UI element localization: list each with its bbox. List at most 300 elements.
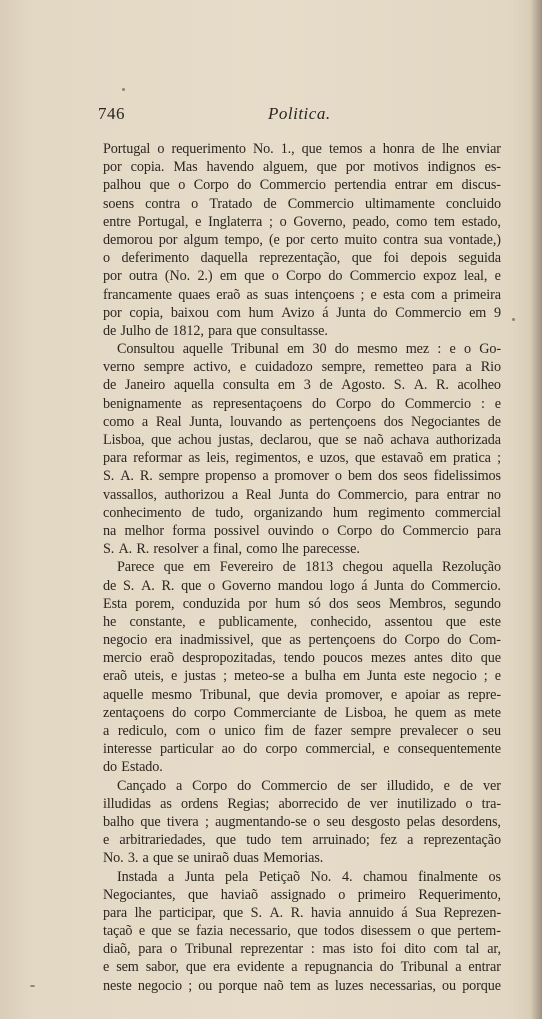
word: de [323, 704, 338, 721]
word: enviar [466, 141, 501, 157]
word: demorou [103, 231, 153, 248]
word: que [351, 250, 372, 267]
word: desgosto [351, 813, 401, 830]
paper-speck [122, 88, 125, 91]
word: arruinado; [312, 832, 370, 849]
word: o [271, 268, 279, 285]
text-line [103, 267, 501, 285]
word: que [215, 832, 236, 849]
word: ou [198, 977, 213, 994]
text-line [103, 195, 501, 213]
word: com [433, 941, 458, 958]
word: deferimento [121, 250, 189, 267]
word: parecesse. [302, 541, 360, 558]
word: justas, [218, 432, 254, 448]
word: do [380, 522, 395, 539]
word: seos [356, 595, 381, 612]
word: melhor [124, 522, 165, 539]
word: augmentando-se [215, 813, 307, 830]
word: Tribunal [184, 941, 233, 958]
word: lhe [281, 541, 299, 558]
word: uzos, [319, 450, 349, 467]
word: mesmo [357, 341, 398, 358]
word: outra [128, 268, 158, 285]
word: do [382, 632, 397, 649]
word: commercial, [305, 741, 375, 758]
word: e [494, 395, 501, 412]
word: acolheo [457, 377, 501, 394]
text-line [103, 449, 501, 467]
text-line [103, 777, 501, 795]
word: porem, [135, 595, 175, 612]
word: de [459, 777, 474, 794]
text-line [103, 977, 501, 995]
word: por [103, 159, 122, 176]
word: conduzida [182, 595, 241, 612]
word: Requerimento, [418, 886, 501, 903]
word: Commercio [259, 177, 326, 194]
word: peado, [352, 213, 390, 230]
word: uniraõ [193, 850, 229, 867]
text-line [103, 649, 501, 667]
text-line [103, 158, 501, 176]
word: e [307, 450, 314, 467]
word: as [289, 632, 301, 649]
word: pertençoens [308, 632, 376, 649]
text-line [103, 704, 501, 722]
word: soens [103, 195, 135, 212]
word: Tratado [209, 195, 253, 212]
word: que [261, 632, 282, 649]
word: Commercio [349, 268, 416, 285]
word: as [448, 686, 460, 703]
word: concluido [445, 195, 501, 212]
word: copia, [129, 304, 164, 321]
word: Commercio [287, 195, 354, 212]
word: mesmo [151, 686, 192, 703]
word: o [321, 522, 329, 539]
word: para [432, 359, 457, 376]
word: Corpo [404, 632, 440, 649]
word: justas [184, 668, 216, 685]
word: pertem- [457, 923, 501, 940]
word: que [301, 141, 322, 157]
word: A. [120, 468, 134, 485]
word: A. [141, 577, 155, 594]
word: fim [264, 723, 284, 739]
word: corpo [193, 704, 226, 721]
word: de [347, 795, 361, 812]
word: benignamente [103, 395, 182, 412]
word: por [103, 268, 122, 285]
word: aquella [392, 559, 433, 576]
word: e [494, 668, 501, 685]
text-line [103, 558, 501, 576]
text-line [103, 740, 501, 758]
word: copia. [130, 159, 165, 176]
word: sempre, [321, 359, 366, 376]
text-line [103, 940, 501, 958]
word: estavaõ [381, 450, 424, 467]
word: que [163, 559, 184, 576]
word: se [177, 850, 190, 867]
word: necessarias, [369, 977, 436, 994]
word: annuido [348, 904, 394, 921]
text-line [103, 813, 501, 831]
word: regimento [368, 504, 425, 521]
word: S. [123, 577, 135, 594]
word: na [103, 522, 117, 539]
text-line [103, 376, 501, 394]
word: Junta [279, 486, 309, 503]
word: e [383, 741, 390, 758]
text-line [103, 486, 501, 504]
word: as [191, 395, 203, 412]
word: haviaõ [220, 886, 258, 903]
word: depois [410, 250, 447, 267]
word: conhecido, [310, 613, 372, 630]
word: ; [360, 286, 365, 303]
word: fez [379, 832, 397, 849]
word: as [160, 795, 172, 812]
word: as [188, 450, 201, 467]
word: ; [204, 813, 209, 830]
word: e [103, 832, 110, 849]
word: sem [116, 959, 139, 976]
word: 1., [280, 141, 295, 157]
body-text [103, 140, 501, 995]
word: em [469, 304, 487, 321]
word: hum [248, 304, 274, 321]
word: tem [289, 977, 311, 994]
word: pertendia [334, 177, 387, 194]
word: ouvindo [267, 522, 314, 539]
word: apoiar [405, 686, 440, 703]
word: que [181, 577, 202, 594]
word: o [463, 341, 471, 358]
word: ou [442, 977, 456, 994]
word: hum [332, 504, 358, 521]
word: para [476, 522, 501, 539]
word: francamente [103, 286, 172, 303]
word: 4. [341, 868, 353, 885]
word: R. [290, 904, 304, 921]
word: Junta [184, 868, 215, 885]
word: Governo, [293, 213, 346, 230]
word: Commercio. [431, 577, 501, 594]
word: repugnancia [304, 959, 373, 976]
word: uteis, [134, 668, 164, 685]
text-line [103, 358, 501, 376]
word: chamou [363, 868, 408, 885]
word: o [191, 195, 199, 212]
word: Instada [117, 868, 158, 885]
word: dos [329, 595, 349, 612]
word: Memorias. [263, 850, 324, 867]
word: promover, [325, 686, 383, 703]
word: o [170, 941, 178, 958]
word: primeira [453, 286, 501, 303]
word: eraõ [150, 650, 175, 667]
word: as [289, 413, 302, 430]
word: reprezentação [423, 832, 501, 849]
paper-speck [30, 985, 35, 987]
word: o [208, 723, 216, 739]
word: que [354, 450, 376, 467]
word: inadmissivel, [179, 632, 254, 649]
word: forma [172, 522, 206, 539]
word: taçaõ [103, 923, 133, 940]
text-line [103, 958, 501, 976]
word: o [417, 923, 425, 940]
word: R. [435, 377, 449, 394]
word: luzes [334, 977, 364, 994]
word: tempo, [224, 231, 263, 248]
word: 30 [312, 341, 327, 358]
word: mez [405, 341, 430, 358]
word: S. [393, 377, 406, 394]
text-line [103, 340, 501, 358]
word: a [175, 777, 183, 794]
word: chegou [342, 559, 383, 576]
word: rediculo, [117, 723, 168, 739]
word: fazer [314, 723, 342, 739]
word: leis, [206, 450, 230, 467]
word: illudidas [103, 795, 151, 812]
word: dos [383, 413, 404, 430]
word: era [213, 959, 231, 976]
word: quaes [178, 286, 211, 303]
word: de [292, 723, 306, 739]
word: louvando [230, 413, 283, 430]
word: que [258, 686, 280, 703]
word: foi [380, 941, 397, 958]
word: Junta [336, 304, 366, 321]
word: tem [434, 213, 455, 230]
word: primeiro [357, 886, 406, 903]
word: Petiçaõ [258, 868, 300, 885]
word: que [149, 177, 170, 194]
word: de [421, 141, 435, 157]
word: bem [347, 468, 373, 485]
word: do [379, 959, 394, 976]
word: do [328, 268, 343, 285]
text-line [103, 322, 501, 340]
word: e [239, 359, 247, 376]
page-header [98, 104, 498, 128]
word: como [103, 413, 135, 430]
word: foi [383, 250, 399, 267]
word: em [277, 377, 296, 394]
word: Rio [480, 359, 501, 376]
word: A. [118, 541, 133, 558]
word: Junta, [189, 413, 223, 430]
word: S. [103, 541, 115, 558]
word: a [441, 286, 448, 303]
text-line [103, 831, 501, 849]
word: havia [310, 904, 342, 921]
word: esta [382, 286, 405, 303]
word: a [141, 413, 149, 430]
word: seguida [458, 250, 501, 267]
text-line [103, 413, 501, 431]
word: em [219, 268, 237, 285]
word: consulta [222, 377, 270, 394]
word: de [282, 559, 296, 576]
word: que [318, 432, 339, 448]
word: de [487, 413, 501, 430]
word: ; [269, 213, 273, 230]
word: publicamente, [218, 613, 298, 630]
page-number: 746 [98, 104, 125, 123]
word: he [394, 704, 408, 721]
word: Reprezen- [443, 904, 501, 921]
word: Corpo [193, 177, 229, 194]
word: seu [482, 723, 501, 739]
word: de [191, 504, 205, 521]
text-line [103, 631, 501, 649]
word: o [279, 213, 287, 230]
word: contra [145, 195, 181, 212]
word: unico [224, 723, 256, 739]
word: o [313, 813, 321, 830]
word: Commercio, [337, 486, 408, 503]
word: Commerciante [233, 704, 316, 721]
word: a [142, 850, 149, 867]
word: Inglaterra [208, 213, 263, 230]
text-line [103, 231, 501, 249]
word: desordens, [441, 813, 501, 830]
word: por [285, 231, 305, 248]
word: em [193, 559, 211, 576]
word: Avizo [281, 304, 315, 321]
text-line [103, 522, 501, 540]
word: entrar [394, 177, 428, 194]
word: certo [310, 231, 339, 248]
word: constante, [129, 613, 186, 630]
word: negocio [103, 632, 148, 649]
word: Parece [117, 559, 155, 576]
word: declarou, [260, 432, 312, 448]
word: quem [415, 704, 447, 721]
text-line [103, 286, 501, 304]
text-line [103, 922, 501, 940]
word: despropozitadas, [182, 650, 276, 667]
word: que [236, 322, 257, 339]
word: para [415, 486, 440, 503]
word: do [410, 577, 425, 594]
word: Corpo [286, 268, 322, 285]
word: tudo [246, 832, 272, 849]
word: he [103, 613, 117, 630]
text-line [103, 904, 501, 922]
word: isto [352, 941, 373, 958]
word: dito [450, 650, 473, 667]
word: A. [269, 904, 284, 921]
text-line [103, 613, 501, 631]
word: o [338, 886, 346, 903]
word: que [140, 813, 161, 830]
word: es- [484, 159, 501, 176]
word: Junta [374, 577, 404, 594]
word: logo [329, 577, 355, 594]
running-title: Politica. [268, 104, 331, 123]
word: e [198, 613, 206, 630]
word: com [216, 304, 241, 321]
word: No. [310, 868, 332, 885]
word: eraõ [103, 668, 128, 685]
word: e [449, 341, 456, 358]
word: Rezolução [441, 559, 501, 576]
word: particular [160, 741, 214, 758]
word: a [465, 359, 472, 376]
word: de [263, 195, 277, 212]
word: assignado [270, 886, 326, 903]
word: sempre [143, 359, 185, 376]
text-line [103, 686, 501, 704]
word: que [151, 923, 172, 940]
word: o [178, 177, 186, 194]
word: honra [382, 141, 415, 157]
word: naõ [363, 432, 384, 448]
word: Negociantes [410, 413, 480, 430]
word: S. [250, 904, 262, 921]
word: : [480, 395, 485, 412]
word: Real [155, 413, 182, 430]
word: havendo [206, 159, 254, 176]
word: aquella [173, 377, 215, 394]
text-line [103, 868, 501, 886]
word: sempre [350, 723, 392, 739]
text-line [103, 140, 501, 158]
word: que [244, 268, 265, 285]
word: que [222, 904, 244, 921]
word: meteo-se [234, 668, 285, 685]
word: a [103, 723, 110, 739]
word: intençoens [294, 286, 355, 303]
word: diaõ, [103, 941, 131, 958]
word: promover [274, 468, 329, 485]
word: e [390, 686, 398, 703]
word: 1812, [172, 322, 204, 339]
word: interesse [103, 741, 152, 758]
word: baixou [170, 304, 209, 321]
word: Commercio [395, 304, 462, 321]
word: antes [413, 650, 443, 667]
word: a [291, 959, 298, 976]
word: do [243, 741, 258, 758]
word: eraõ [216, 286, 241, 303]
word: o [465, 795, 473, 812]
word: mas [322, 941, 346, 958]
word: sempre [158, 468, 200, 485]
word: de [103, 577, 117, 594]
word: segundo [454, 595, 501, 612]
word: Membros, [388, 595, 447, 612]
word: organizando [253, 504, 323, 521]
word: aborrecido [278, 795, 339, 812]
word: de [103, 377, 117, 394]
word: ; [188, 977, 193, 994]
word: mercio [103, 650, 142, 667]
word: reformar [133, 450, 183, 467]
word: muito [344, 231, 377, 248]
word: leal, [463, 268, 488, 285]
word: discus- [461, 177, 501, 194]
word: duas [233, 850, 259, 867]
word: Mas [173, 159, 198, 176]
word: : [437, 341, 442, 358]
